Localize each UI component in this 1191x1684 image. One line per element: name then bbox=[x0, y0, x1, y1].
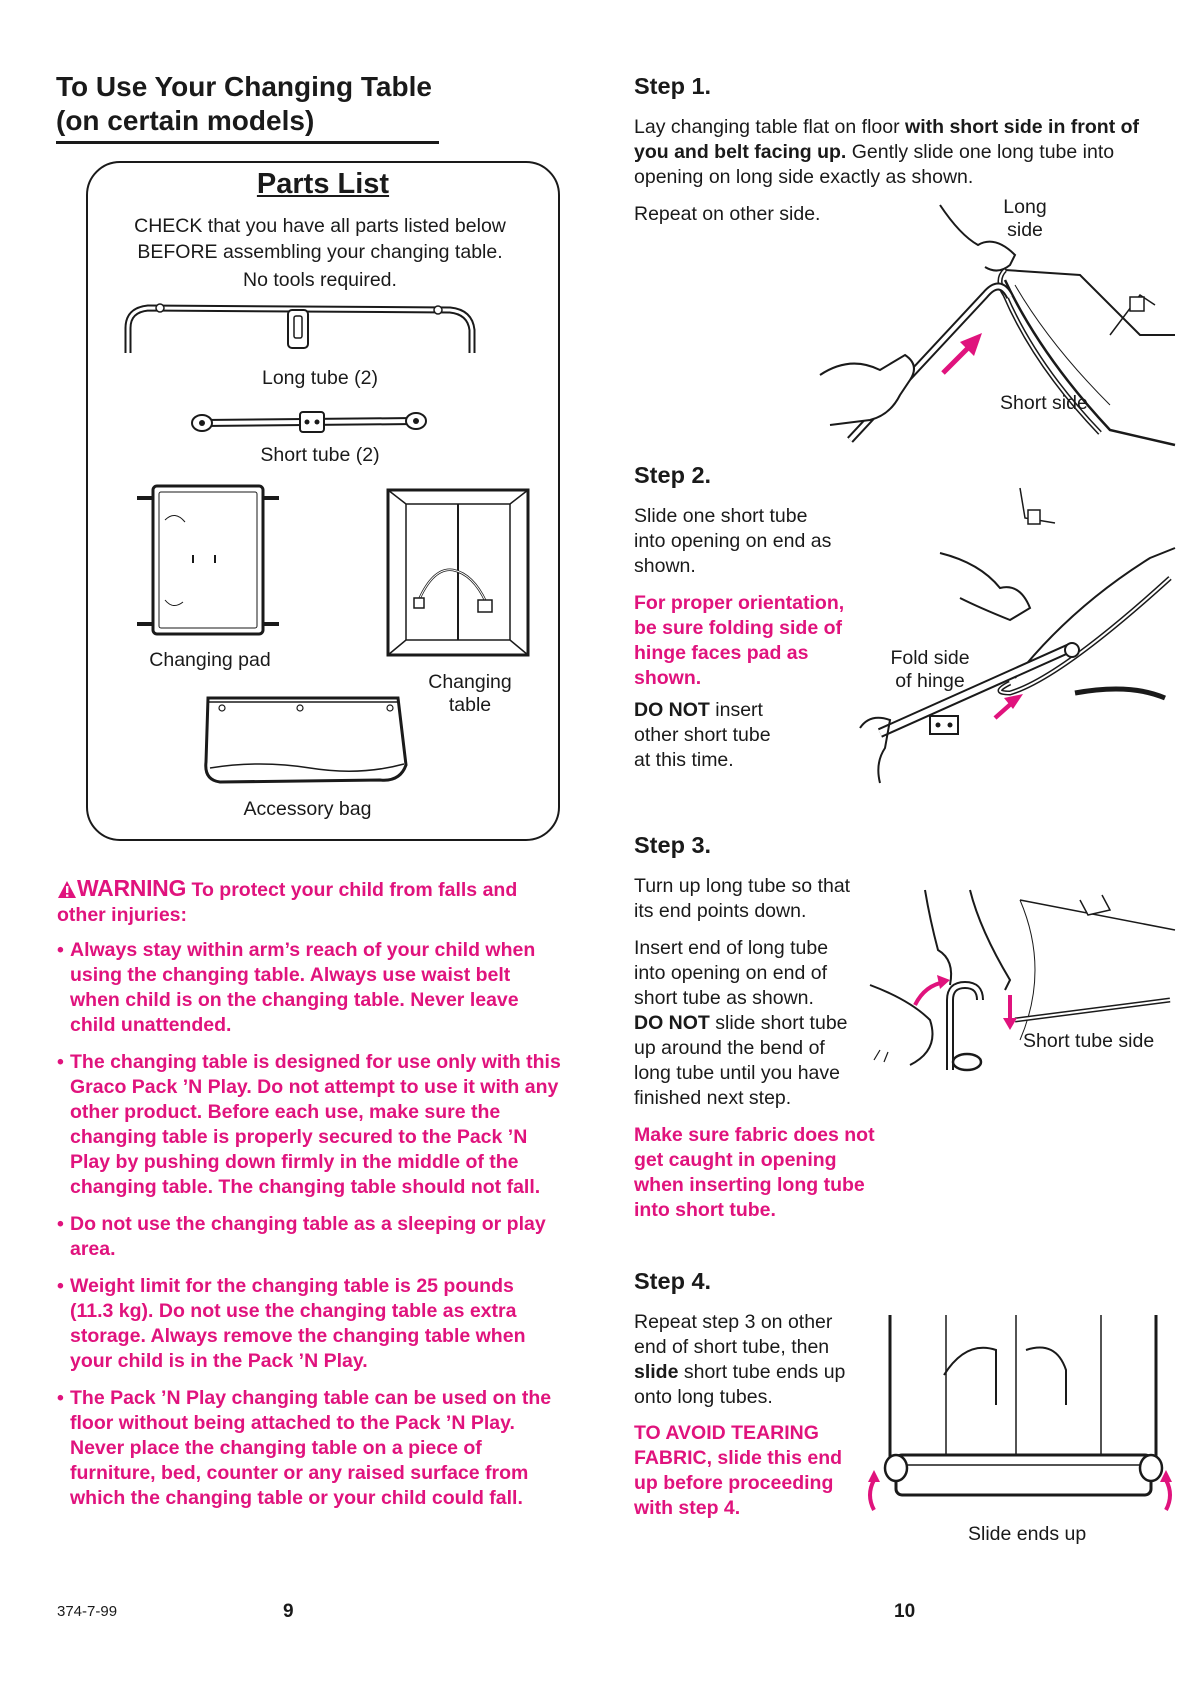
short-tube-side-label: Short tube side bbox=[1023, 1030, 1155, 1052]
changing-table-illustration bbox=[378, 482, 538, 662]
changing-table-label-2: table bbox=[448, 694, 492, 716]
warning-lead bbox=[57, 876, 562, 928]
fold-side-label-1: Fold side bbox=[890, 647, 970, 669]
step3-illustration bbox=[870, 890, 1175, 1085]
fold-side-label bbox=[880, 647, 980, 693]
step3-text1: Turn up long tube so that its end points down. bbox=[634, 875, 851, 922]
changing-table-label bbox=[400, 671, 540, 717]
step3-pink-note: Make sure fabric does not get caught in opening when inserting long tube into short tube. bbox=[634, 1124, 875, 1221]
step4-heading: Step 4. bbox=[634, 1268, 712, 1294]
step4-illustration bbox=[866, 1310, 1171, 1520]
step2-donot bbox=[634, 698, 784, 773]
warning-list bbox=[57, 938, 562, 1523]
step1-heading: Step 1. bbox=[634, 73, 712, 99]
step3-text2: Insert end of long tube into opening on end of short tube as shown. bbox=[634, 937, 829, 1009]
no-tools-note: No tools required. bbox=[243, 269, 397, 291]
parts-intro-line-2: BEFORE assembling your changing table. bbox=[137, 241, 503, 263]
step3-donot bbox=[634, 1011, 859, 1111]
page-title bbox=[56, 70, 441, 138]
step2-donot-bold: DO NOT bbox=[634, 699, 710, 721]
long-side-label bbox=[997, 196, 1053, 242]
changing-pad-label: Changing pad bbox=[149, 649, 271, 671]
warning-triangle-icon bbox=[57, 880, 77, 899]
short-tube-illustration bbox=[190, 408, 430, 438]
step4-text bbox=[634, 1310, 859, 1410]
step2-text: Slide one short tube into opening on end as shown. bbox=[634, 505, 832, 577]
slide-ends-up-label: Slide ends up bbox=[968, 1523, 1087, 1545]
step4-pink-note: TO AVOID TEARING FABRIC, slide this end up before proceeding with step 4. bbox=[634, 1422, 843, 1519]
accessory-bag-label: Accessory bag bbox=[243, 798, 372, 820]
step1-text-bold: with short side in front of you and belt facing up. bbox=[634, 116, 1140, 163]
warning-lead-text: To protect your child from falls and other injuries: bbox=[57, 879, 518, 926]
accessory-bag-illustration bbox=[200, 690, 415, 790]
document-code: 374-7-99 bbox=[57, 1603, 118, 1620]
step4-text-bold: slide bbox=[634, 1361, 679, 1383]
changing-pad-illustration bbox=[135, 480, 285, 640]
parts-list-heading: Parts List bbox=[256, 168, 390, 200]
step3-heading: Step 3. bbox=[634, 832, 712, 858]
parts-intro-line-1: CHECK that you have all parts listed below bbox=[134, 215, 506, 237]
short-tube-label: Short tube (2) bbox=[260, 444, 380, 466]
step4-text-b: short tube ends up onto long tubes. bbox=[634, 1361, 846, 1408]
warning-item: • Weight limit for the changing table is 25 pounds (11.3 kg). Do not use the changing table as extra storage. Always remove the changing table when your child is in the Pack ’N Play. bbox=[57, 1274, 562, 1374]
step1-illustration bbox=[810, 205, 1175, 445]
page-number-left: 9 bbox=[283, 1601, 294, 1622]
changing-table-label-1: Changing bbox=[428, 671, 512, 693]
title-underline bbox=[56, 141, 439, 144]
warning-item: • Do not use the changing table as a sleeping or play area. bbox=[57, 1212, 562, 1262]
long-side-label-1: Long bbox=[1003, 196, 1047, 218]
long-tube-illustration bbox=[120, 298, 480, 358]
parts-list-intro bbox=[100, 213, 540, 265]
short-side-label: Short side bbox=[1000, 392, 1088, 414]
warning-item: • The Pack ’N Play changing table can be used on the floor without being attached to the Pack ’N Play. Never place the changing table on a piece of furniture, bed, counter or any raised surface from which the changing table or your child could fall. bbox=[57, 1386, 562, 1511]
step2-donot-rest: insert other short tube at this time. bbox=[634, 699, 771, 771]
title-line-1: To Use Your Changing Table bbox=[56, 71, 432, 102]
title-line-2: (on certain models) bbox=[56, 105, 315, 136]
step1-text-a: Lay changing table flat on floor bbox=[634, 116, 906, 138]
step1-repeat: Repeat on other side. bbox=[634, 203, 821, 225]
step4-text-a: Repeat step 3 on other end of short tube, then bbox=[634, 1311, 833, 1358]
step2-pink-note: For proper orientation, be sure folding side of hinge faces pad as shown. bbox=[634, 592, 845, 689]
step2-heading: Step 2. bbox=[634, 462, 712, 488]
fold-side-label-2: of hinge bbox=[895, 670, 965, 692]
warning-item: • The changing table is designed for use only with this Graco Pack ’N Play. Do not attempt to use it with any other product. Before each use, make sure the changing table is properly secured to the Pack ’N Play by pushing down firmly in the middle of the changing table. The changing table should not fall. bbox=[57, 1050, 562, 1200]
step3-donot-bold: DO NOT bbox=[634, 1012, 710, 1034]
step1-text-c: Gently slide one long tube into opening on long side exactly as shown. bbox=[634, 141, 1115, 188]
warning-word: WARNING bbox=[77, 875, 187, 901]
long-tube-label: Long tube (2) bbox=[261, 367, 378, 389]
warning-item: • Always stay within arm’s reach of your child when using the changing table. Always use waist belt when child is on the changing table. Never leave child unattended. bbox=[57, 938, 562, 1038]
step1-text bbox=[634, 115, 1174, 190]
step2-illustration bbox=[860, 488, 1175, 793]
step3-donot-rest: slide short tube up around the bend of long tube until you have finished next step. bbox=[634, 1012, 848, 1109]
long-side-label-2: side bbox=[1007, 219, 1043, 241]
page-number-right: 10 bbox=[894, 1601, 916, 1622]
